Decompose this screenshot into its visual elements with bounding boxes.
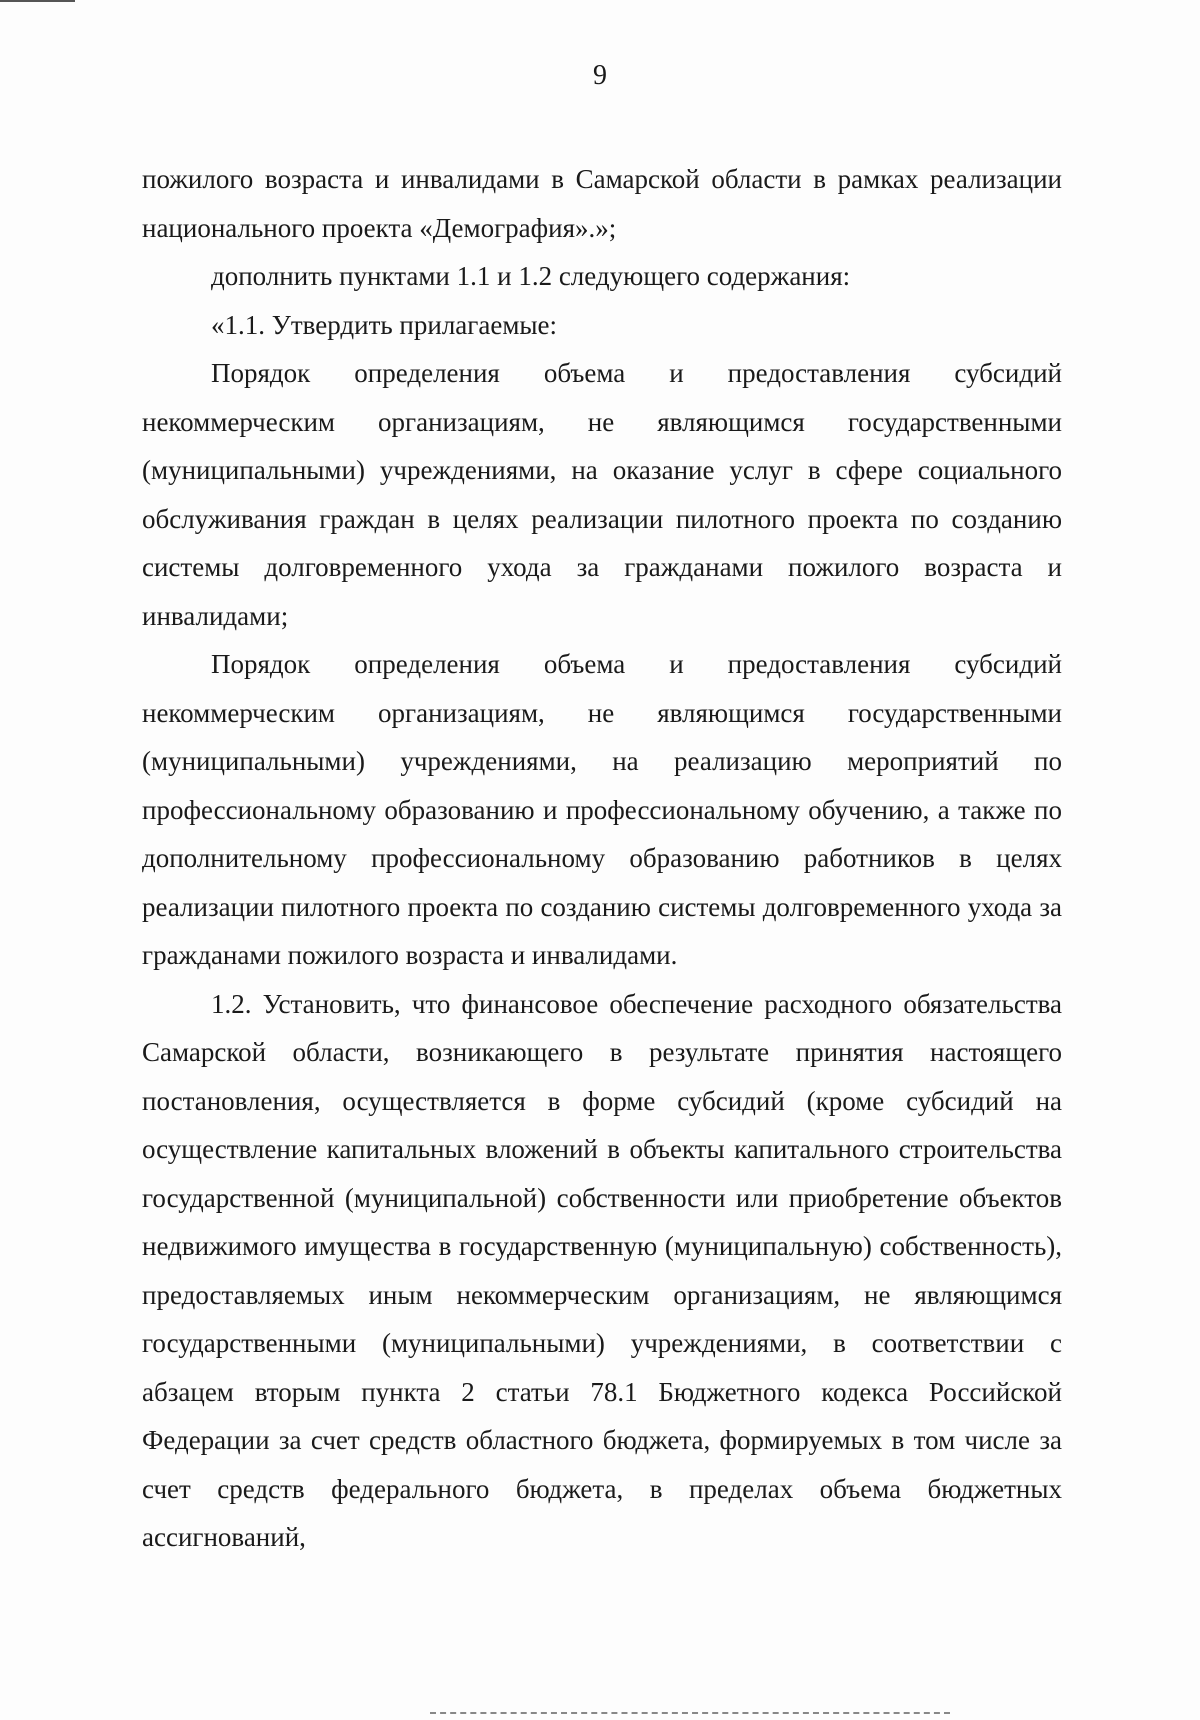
document-body	[142, 155, 1062, 1562]
paragraph-continuation: пожилого возраста и инвалидами в Самарской области в рамках реализации национального проекта «Демография».»;	[142, 164, 1062, 243]
scan-edge-line-bottom	[430, 1712, 950, 1714]
paragraph-clause-1-1: «1.1. Утвердить прилагаемые:	[211, 309, 558, 340]
scan-edge-line-top	[0, 0, 75, 2]
paragraph-procedure-education: Порядок определения объема и предоставления субсидий некоммерческим организациям, не являющимся государственными (муниципальными) учреждениями, на реализацию мероприятий по профессиональному образованию и профессиональному обучению, а также по дополнительному профессиональному образованию работников в целях реализации пилотного проекта по созданию системы долговременного ухода за гражданами пожилого возраста и инвалидами.	[142, 649, 1062, 970]
page-number: 9	[593, 60, 607, 91]
paragraph-amendment-intro: дополнить пунктами 1.1 и 1.2 следующего содержания:	[211, 261, 851, 291]
paragraph-procedure-social-services: Порядок определения объема и предоставления субсидий некоммерческим организациям, не являющимся государственными (муниципальными) учреждениями, на оказание услуг в сфере социального обслуживания граждан в целях реализации пилотного проекта по созданию системы долговременного ухода за гражданами пожилого возраста и инвалидами;	[142, 358, 1062, 631]
paragraph-clause-1-2: 1.2. Установить, что финансовое обеспечение расходного обязательства Самарской области, возникающего в результате принятия настоящего постановления, осуществляется в форме субсидий (кроме субсидий на осуществление капитальных вложений в объекты капитального строительства государственной (муниципальной) собственности или приобретение объектов недвижимого имущества в государственную (муниципальную) собственность), предоставляемых иным некоммерческим организациям, не являющимся государственными (муниципальными) учреждениями, в соответствии с абзацем вторым пункта 2 статьи 78.1 Бюджетного кодекса Российской Федерации за счет средств областного бюджета, формируемых в том числе за счет средств федерального бюджета, в пределах объема бюджетных ассигнований,	[142, 988, 1062, 1552]
